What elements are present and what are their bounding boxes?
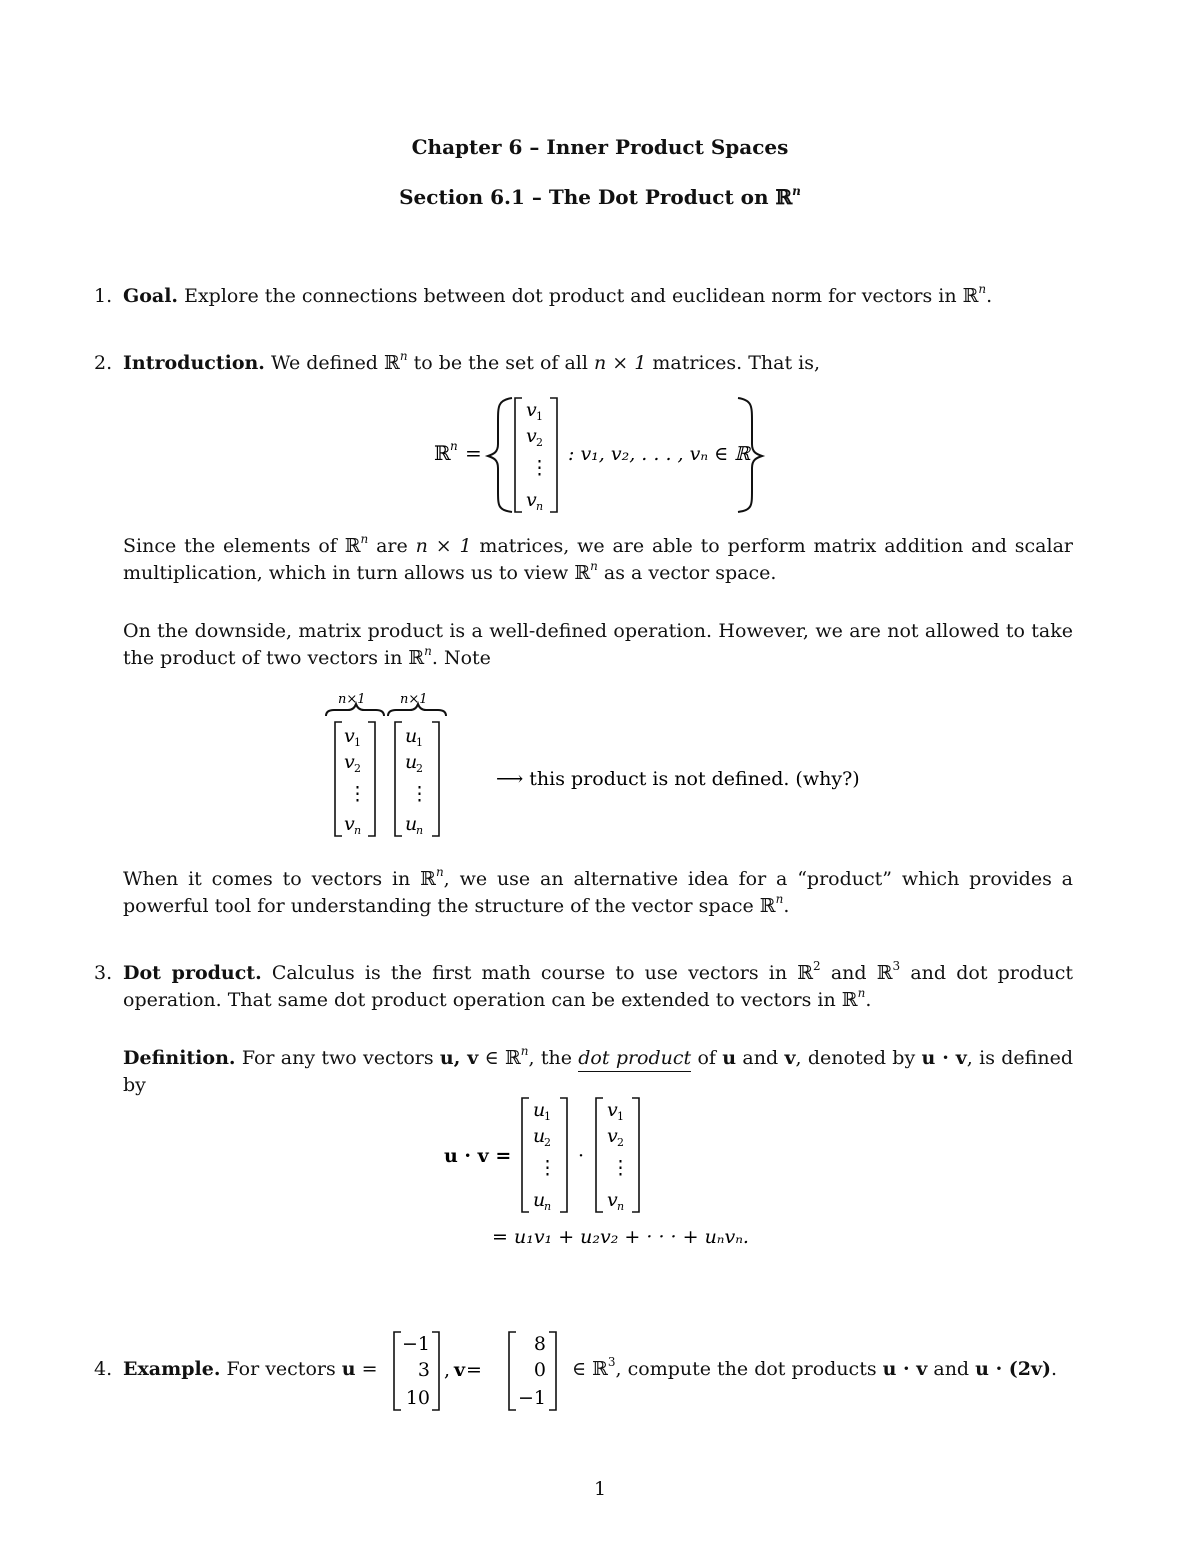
vector-left-bracket (515, 398, 522, 512)
page-number: 1 (593, 1478, 607, 1500)
example-u-bracket-r (432, 1332, 439, 1410)
u-vector-bracket-l (522, 1098, 529, 1212)
section-title: Section 6.1 – The Dot Product on ℝ$^n$ (399, 184, 801, 209)
set-left-brace (488, 398, 512, 512)
svg-text:u: u (405, 813, 418, 835)
item-number-1: 1. (94, 285, 113, 307)
right-vector-bracket-l (395, 722, 402, 836)
product-note: ⟶ this product is not defined. (why?) (496, 768, 860, 790)
svg-text:2: 2 (354, 762, 361, 775)
svg-text:1: 1 (354, 736, 361, 749)
set-condition: : v₁, v₂, . . . , vₙ ∈ ℝ (568, 443, 750, 465)
svg-text:2: 2 (416, 762, 423, 775)
intro-paragraph-3: When it comes to vectors in ℝ$^n$, we use an alternative idea for a “product” which provides a powerful tool for understanding the structure of the vector space ℝ$^n$. (123, 865, 1074, 917)
svg-text:v: v (344, 751, 355, 773)
example-vectors (388, 1328, 573, 1414)
chapter-title: Chapter 6 – Inner Product Spaces (411, 135, 789, 159)
svg-text:v: v (344, 813, 355, 835)
svg-text:n: n (536, 500, 544, 513)
example-u-entry-1: −1 (401, 1333, 430, 1355)
example-v-bracket-l (509, 1332, 516, 1410)
vector-right-bracket (550, 398, 557, 512)
u-vector-bracket-r (560, 1098, 567, 1212)
svg-text:u: u (405, 725, 418, 747)
svg-text:⋮: ⋮ (348, 783, 367, 805)
intro-paragraph-2: On the downside, matrix product is a well-defined operation. However, we are not allowed to take the product of two vectors in ℝ$^n$. Note (123, 620, 1073, 669)
example-v-bracket-r (549, 1332, 556, 1410)
svg-text:⋮: ⋮ (611, 1157, 630, 1179)
svg-text:=: = (466, 1359, 482, 1381)
v-vector-bracket-r (632, 1098, 639, 1212)
set-eq: = (465, 441, 482, 465)
svg-text:n: n (354, 824, 362, 837)
v-vector-bracket-l (596, 1098, 603, 1212)
svg-text:v: v (607, 1099, 618, 1121)
svg-text:,: , (444, 1359, 451, 1381)
undefined-product-formula (320, 686, 900, 842)
svg-text:v: v (607, 1189, 618, 1211)
example-text-end: ∈ ℝ$^3$, compute the dot products u · v and u · (2v). (572, 1355, 1058, 1380)
svg-text:n: n (416, 824, 424, 837)
item-number-4: 4. (94, 1358, 113, 1380)
dot-product-paragraph: Dot product. Calculus is the first math course to use vectors in ℝ$^2$ and ℝ$^3$ and dot product operation. That same dot product operation can be extended to vectors in ℝ$^n$. (123, 959, 1074, 1011)
svg-text:2: 2 (544, 1136, 551, 1149)
overbrace-left (326, 704, 384, 716)
svg-text:2: 2 (536, 436, 543, 449)
svg-text:v: v (607, 1125, 618, 1147)
intro-paragraph-1: Since the elements of ℝ$^n$ are n × 1 matrices, we are able to perform matrix addition and scalar multiplication, which in turn allows us to view ℝ$^n$ as a vector space. (123, 532, 1073, 584)
goal-paragraph: Goal. Explore the connections between dot product and euclidean norm for vectors in ℝ$^n$. (123, 282, 993, 307)
set-vdots: ⋮ (530, 457, 549, 479)
set-lhs: ℝ (434, 441, 451, 465)
example-u-bracket-l (394, 1332, 401, 1410)
overbrace-right (388, 704, 446, 716)
svg-text:u: u (533, 1125, 546, 1147)
svg-text:⋮: ⋮ (538, 1157, 557, 1179)
example-text-start: Example. For vectors u = (123, 1358, 378, 1380)
svg-text:n: n (617, 1200, 625, 1213)
example-v-entry-2: 0 (533, 1359, 546, 1381)
set-vn: v (526, 489, 537, 511)
svg-text:1: 1 (536, 410, 543, 423)
set-v2: v (526, 425, 537, 447)
dot-lhs: u · v = (444, 1145, 512, 1167)
dot-product-term: dot product (578, 1047, 691, 1072)
svg-text:u: u (533, 1099, 546, 1121)
brace-label-right: n×1 (400, 692, 428, 707)
svg-text:v: v (454, 1359, 466, 1381)
svg-text:v: v (344, 725, 355, 747)
intro-heading-line: Introduction. We defined ℝ$^n$ to be the set of all n × 1 matrices. That is, (123, 349, 821, 374)
rn-set-formula (420, 392, 780, 517)
example-v-entry-1: 8 (533, 1333, 546, 1355)
example-u-entry-3: 10 (405, 1387, 430, 1409)
example-u-entry-2: 3 (417, 1359, 430, 1381)
svg-text:1: 1 (416, 736, 423, 749)
svg-text:1: 1 (544, 1110, 551, 1123)
left-vector-bracket-l (335, 722, 342, 836)
item-number-3: 3. (94, 962, 113, 984)
example-v-entry-3: −1 (517, 1387, 546, 1409)
svg-text:1: 1 (617, 1110, 624, 1123)
set-v1: v (526, 399, 537, 421)
brace-label-left: n×1 (338, 692, 366, 707)
right-vector-bracket-r (432, 722, 439, 836)
set-lhs-sup: n (450, 439, 458, 453)
item-number-2: 2. (94, 352, 113, 374)
dot-product-formula (440, 1092, 780, 1252)
svg-text:u: u (405, 751, 418, 773)
svg-text:n: n (544, 1200, 552, 1213)
definition-line: Definition. For any two vectors u, v ∈ ℝ$^n$, the dot product of u and v, denoted by u · v, is defined by (123, 1044, 1073, 1096)
dot-result: = u₁v₁ + u₂v₂ + · · · + uₙvₙ. (492, 1226, 749, 1248)
svg-text:u: u (533, 1189, 546, 1211)
svg-text:⋮: ⋮ (410, 783, 429, 805)
left-vector-bracket-r (368, 722, 375, 836)
svg-text:2: 2 (617, 1136, 624, 1149)
dot-mid: · (578, 1145, 585, 1167)
